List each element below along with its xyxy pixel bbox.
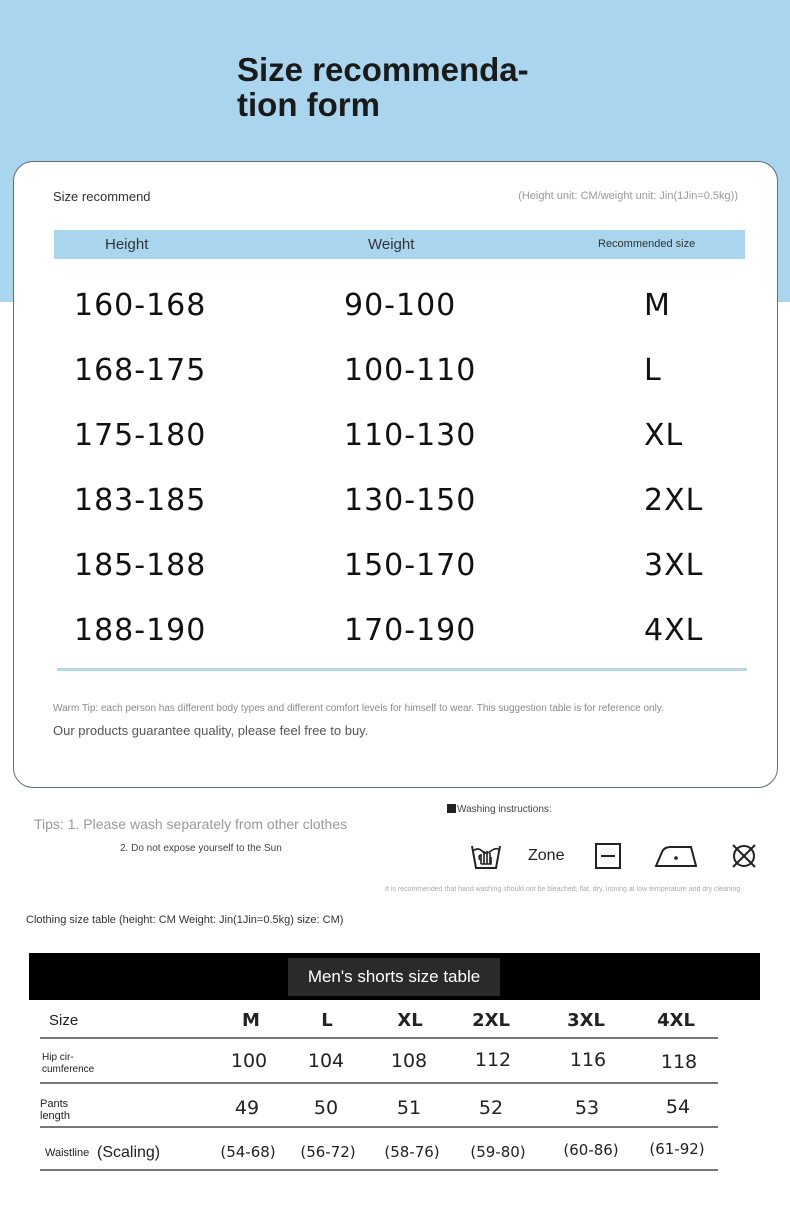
hip-cell: 108 bbox=[390, 1050, 428, 1072]
page-title bbox=[237, 52, 529, 122]
pants-cell: 50 bbox=[313, 1097, 339, 1119]
pants-cell: 52 bbox=[478, 1097, 504, 1119]
height-cell: 168-175 bbox=[74, 353, 207, 388]
table-row bbox=[54, 532, 745, 597]
table-row bbox=[54, 272, 745, 337]
weight-cell: 150-170 bbox=[344, 548, 477, 583]
weight-cell: 100-110 bbox=[344, 353, 477, 388]
table-row bbox=[36, 1046, 721, 1086]
hip-cell: 112 bbox=[474, 1049, 512, 1071]
table-row bbox=[36, 1004, 721, 1038]
waist-cell: (56-72) bbox=[300, 1143, 356, 1161]
size-cell: XL bbox=[644, 418, 684, 453]
height-cell: 185-188 bbox=[74, 548, 207, 583]
size-cell: M bbox=[644, 288, 671, 323]
zone-label: Zone bbox=[528, 847, 565, 864]
pants-cell: 53 bbox=[574, 1097, 600, 1119]
pants-cell: 51 bbox=[396, 1097, 422, 1119]
divider bbox=[40, 1169, 718, 1171]
divider bbox=[40, 1082, 718, 1084]
waist-cell: (60-86) bbox=[563, 1141, 619, 1159]
pants-cell: 49 bbox=[234, 1097, 260, 1119]
table-row bbox=[54, 467, 745, 532]
page-title-line-1: Size recommenda- bbox=[237, 51, 529, 88]
hip-label: Hip cir-cumference bbox=[42, 1052, 95, 1075]
header-recommended-size: Recommended size bbox=[598, 238, 696, 250]
height-cell: 183-185 bbox=[74, 483, 207, 518]
warm-tip: Warm Tip: each person has different body types and different comfort levels for himself to wear. This suggestion table is for reference only. bbox=[53, 703, 664, 714]
header-height: Height bbox=[105, 236, 149, 253]
washing-title-text: Washing instructions: bbox=[457, 804, 552, 815]
table-row bbox=[54, 597, 745, 662]
divider bbox=[40, 1037, 718, 1039]
clothing-size-caption: Clothing size table (height: CM Weight: Jin(1Jin=0.5kg) size: CM) bbox=[26, 914, 344, 926]
size-cell: 3XL bbox=[644, 548, 704, 583]
hip-cell: 116 bbox=[569, 1049, 607, 1071]
hand-wash-icon bbox=[469, 838, 503, 872]
height-cell: 188-190 bbox=[74, 613, 207, 648]
tip-no-sun: 2. Do not expose yourself to the Sun bbox=[120, 843, 282, 854]
pants-cell: 54 bbox=[665, 1096, 691, 1118]
divider bbox=[40, 1126, 718, 1128]
weight-cell: 170-190 bbox=[344, 613, 477, 648]
scaling-label: (Scaling) bbox=[97, 1144, 161, 1161]
hip-cell: 118 bbox=[660, 1051, 698, 1073]
flat-dry-icon bbox=[593, 838, 623, 872]
size-cell: L bbox=[644, 353, 662, 388]
shorts-table-title: Men's shorts size table bbox=[288, 958, 500, 996]
card-heading: Size recommend bbox=[53, 189, 151, 204]
weight-cell: 110-130 bbox=[344, 418, 477, 453]
low-iron-icon bbox=[653, 838, 699, 872]
recommend-table-body bbox=[54, 272, 745, 662]
tip-wash-separately: Tips: 1. Please wash separately from other clothes bbox=[34, 816, 348, 832]
waist-cell: (59-80) bbox=[470, 1143, 526, 1161]
hip-cell: 100 bbox=[230, 1050, 268, 1072]
hip-cell: 104 bbox=[307, 1050, 345, 1072]
page-title-line-2: tion form bbox=[237, 86, 380, 123]
size-header-cell: 3XL bbox=[567, 1010, 605, 1031]
size-cell: 4XL bbox=[644, 613, 704, 648]
square-bullet-icon bbox=[447, 804, 456, 813]
unit-note: (Height unit: CM/weight unit: Jin(1Jin=0.5kg)) bbox=[518, 190, 738, 202]
size-label: Size bbox=[49, 1012, 79, 1029]
size-cell: 2XL bbox=[644, 483, 704, 518]
waist-cell: (58-76) bbox=[384, 1143, 440, 1161]
pants-length-label: Pants length bbox=[40, 1098, 70, 1122]
no-dry-clean-icon bbox=[729, 838, 759, 872]
waist-cell: (54-68) bbox=[220, 1143, 276, 1161]
size-header-cell: XL bbox=[397, 1010, 423, 1031]
table-row bbox=[54, 402, 745, 467]
washing-instructions-title bbox=[447, 804, 552, 815]
header-weight: Weight bbox=[368, 236, 415, 253]
divider bbox=[57, 668, 747, 671]
size-header-cell: 2XL bbox=[472, 1010, 510, 1031]
size-header-cell: 4XL bbox=[657, 1010, 695, 1031]
waistline-label: Waistline bbox=[45, 1147, 90, 1159]
size-header-cell: L bbox=[321, 1010, 333, 1031]
care-icons bbox=[469, 838, 769, 874]
waist-cell: (61-92) bbox=[649, 1140, 705, 1158]
height-cell: 175-180 bbox=[74, 418, 207, 453]
size-header-cell: M bbox=[242, 1010, 260, 1031]
recommend-table-header bbox=[54, 230, 745, 259]
weight-cell: 90-100 bbox=[344, 288, 457, 323]
washing-note: It is recommended that hand washing should not be bleached, flat, dry, ironing at low temperature and dry cleaning bbox=[385, 886, 741, 893]
quality-note: Our products guarantee quality, please feel free to buy. bbox=[53, 723, 369, 738]
height-cell: 160-168 bbox=[74, 288, 207, 323]
table-row bbox=[54, 337, 745, 402]
weight-cell: 130-150 bbox=[344, 483, 477, 518]
size-recommend-card bbox=[13, 161, 778, 788]
